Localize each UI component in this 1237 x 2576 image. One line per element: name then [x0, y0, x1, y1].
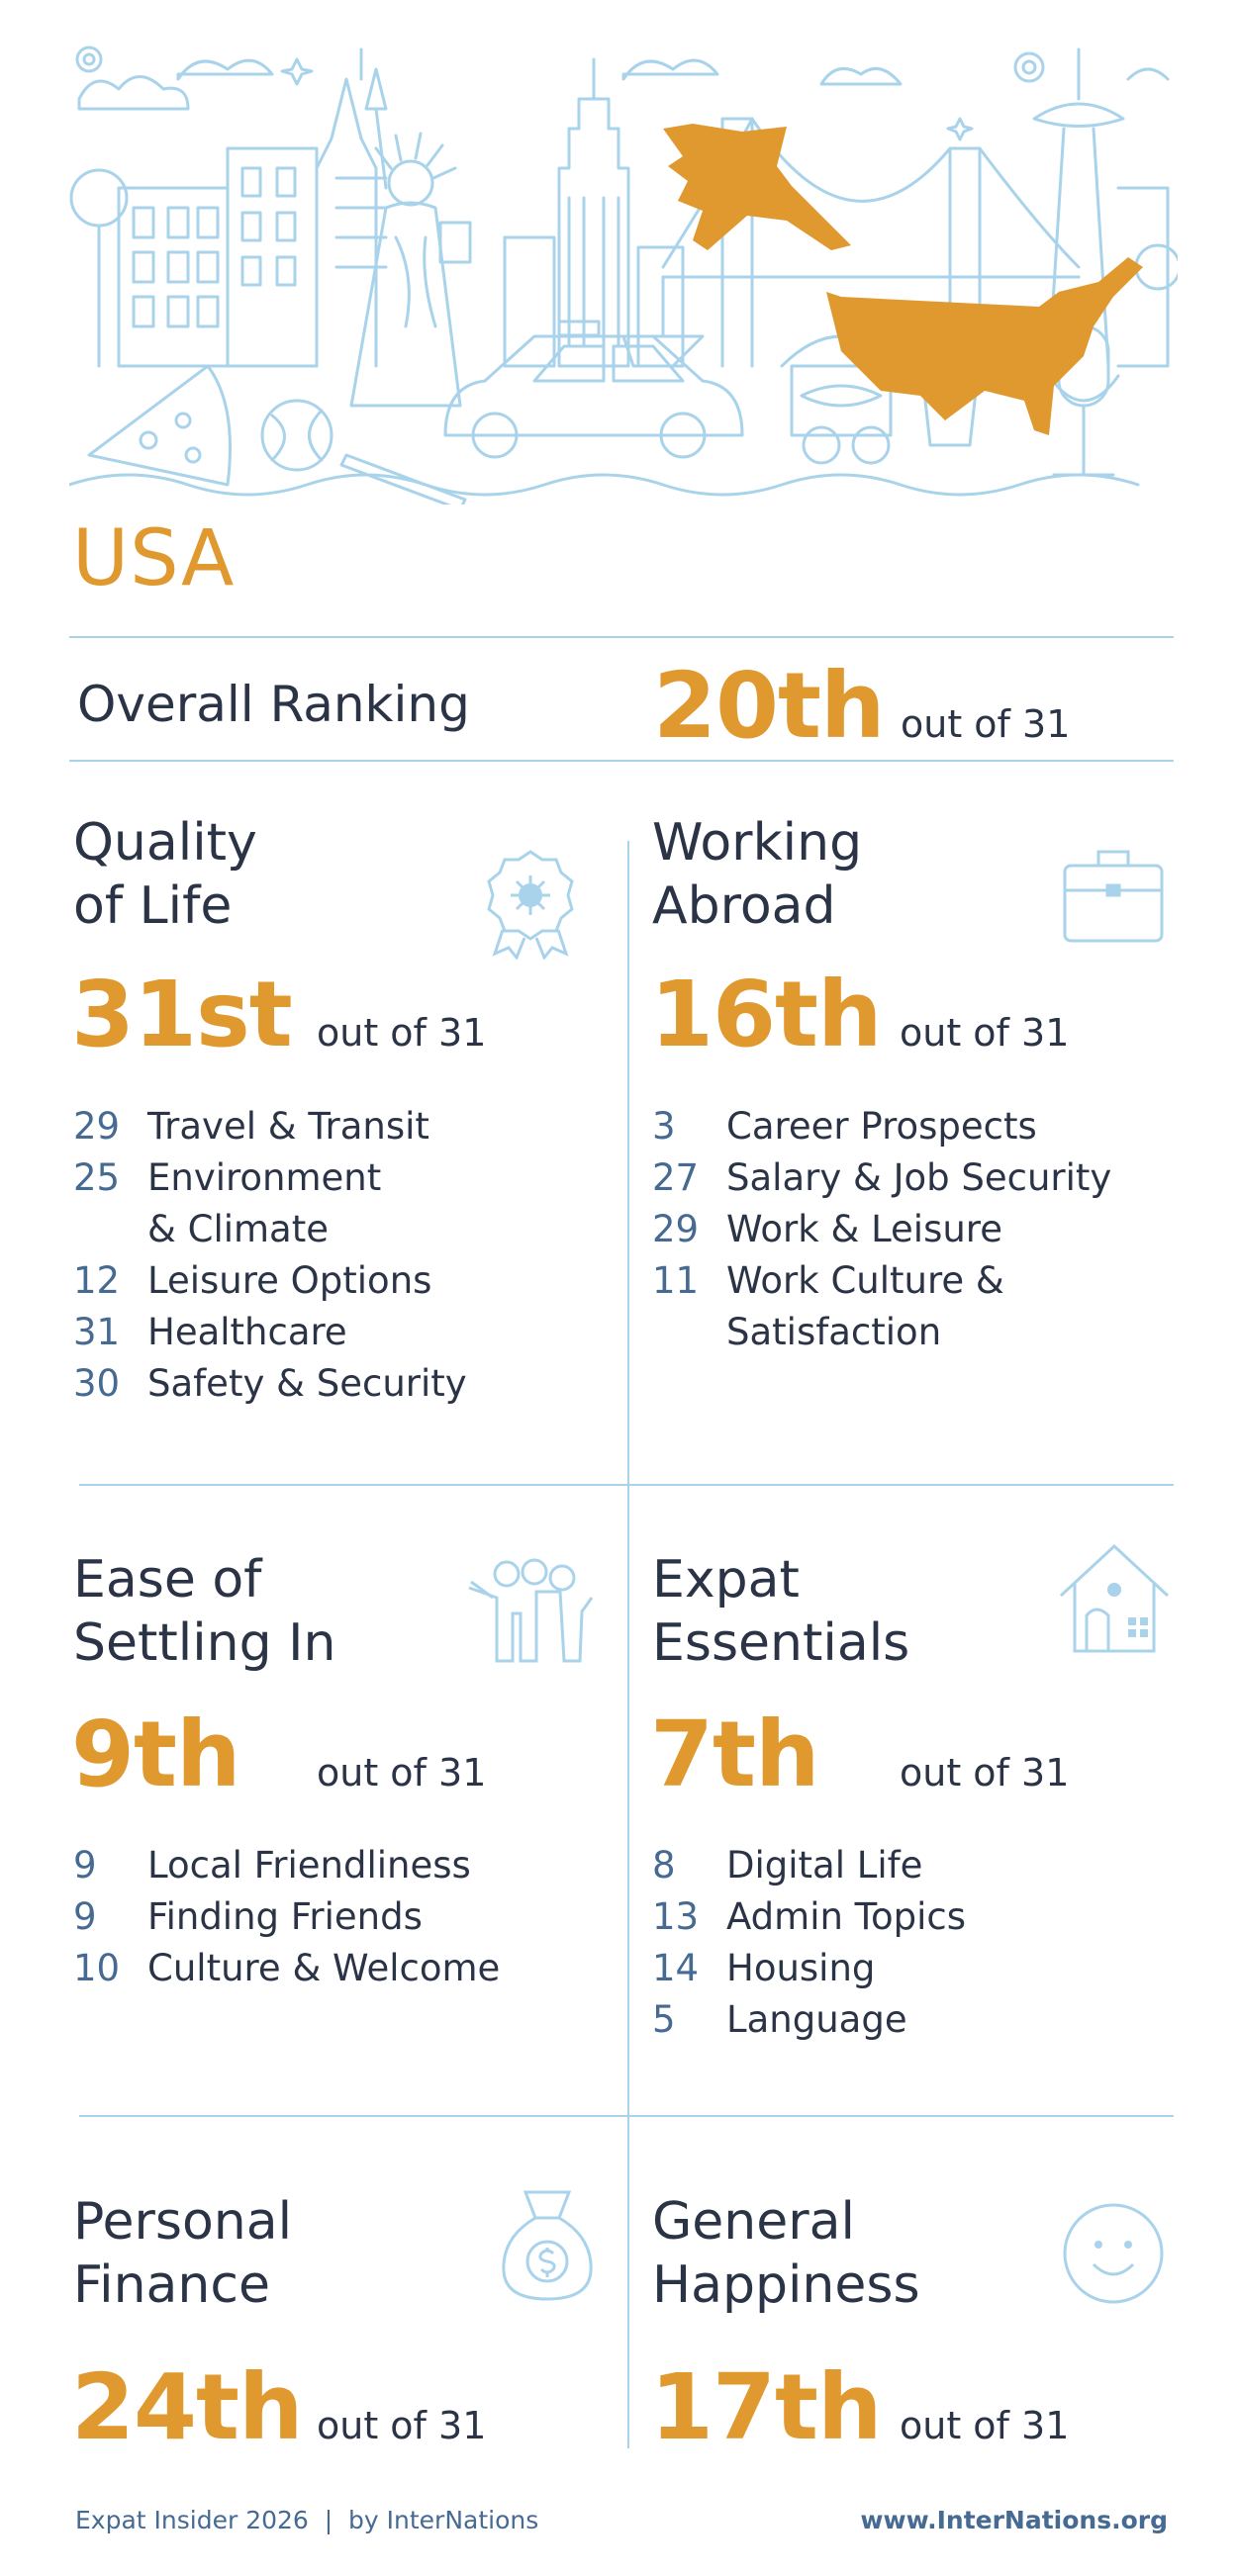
briefcase-icon — [1061, 846, 1166, 947]
quality-of-life-items — [73, 1101, 467, 1410]
expat-essentials-out-of: out of 31 — [900, 1751, 1070, 1794]
overall-ranking-value: 20th — [653, 653, 885, 759]
divider-row-2 — [79, 2115, 1174, 2117]
list-item: 10 Culture & Welcome — [73, 1947, 501, 1989]
usa-map-shape — [826, 257, 1143, 435]
general-happiness-title: General Happiness — [652, 2192, 920, 2315]
divider-row-1 — [79, 1484, 1174, 1486]
clouds-swirls-decoration — [77, 47, 1168, 139]
people-group-icon — [465, 1558, 596, 1669]
quality-of-life-title: Quality of Life — [73, 813, 257, 936]
quality-of-life-rank: 31st — [71, 962, 292, 1067]
ease-of-settling-in-rank: 9th — [71, 1702, 240, 1807]
list-item: 8 Digital Life — [652, 1844, 923, 1886]
list-item-continuation: Satisfaction — [726, 1311, 942, 1353]
personal-finance-out-of: out of 31 — [317, 2404, 487, 2447]
working-abroad-out-of: out of 31 — [900, 1011, 1070, 1055]
divider-overall — [69, 760, 1174, 762]
money-bag-icon — [500, 2186, 595, 2305]
footer-website-link[interactable]: www.InterNations.org — [860, 2506, 1168, 2534]
list-item: 9 Local Friendliness — [73, 1844, 471, 1886]
ease-of-settling-in-title: Ease of Settling In — [73, 1550, 336, 1673]
list-item: 13 Admin Topics — [652, 1895, 967, 1938]
ease-of-settling-in-out-of: out of 31 — [317, 1751, 487, 1794]
footer-source: Expat Insider 2026 | by InterNations — [75, 2506, 539, 2534]
list-item: 30 Safety & Security — [73, 1362, 467, 1405]
list-item: 12 Leisure Options — [73, 1259, 432, 1302]
personal-finance-rank: 24th — [71, 2354, 303, 2460]
list-item: 27 Salary & Job Security — [652, 1156, 1112, 1199]
divider-top — [69, 636, 1174, 638]
award-ribbon-icon — [481, 846, 580, 960]
smiley-icon — [1061, 2201, 1166, 2306]
general-happiness-out-of: out of 31 — [900, 2404, 1070, 2447]
list-item: 9 Finding Friends — [73, 1895, 423, 1938]
list-item: 29 Travel & Transit — [73, 1105, 429, 1148]
overall-ranking-label: Overall Ranking — [77, 676, 470, 733]
usa-landmarks-illustration — [69, 40, 1178, 505]
expat-essentials-title: Expat Essentials — [652, 1550, 910, 1673]
working-abroad-items — [652, 1101, 1111, 1358]
personal-finance-title: Personal Finance — [73, 2192, 293, 2315]
overall-ranking-out-of: out of 31 — [901, 702, 1071, 746]
townhouses-drawing — [71, 49, 386, 366]
pizza-baseball-drawing — [89, 366, 465, 505]
list-item: 14 Housing — [652, 1947, 876, 1989]
expat-essentials-items — [652, 1840, 966, 2046]
working-abroad-title: Working Abroad — [652, 813, 863, 936]
quality-of-life-out-of: out of 31 — [317, 1011, 487, 1055]
list-item: 29 Work & Leisure — [652, 1208, 1002, 1250]
working-abroad-rank: 16th — [650, 962, 882, 1067]
list-item: 5 Language — [652, 1998, 907, 2041]
ease-of-settling-in-items — [73, 1840, 500, 1994]
alaska-map-shape — [663, 124, 851, 250]
list-item: 11 Work Culture & — [652, 1259, 1004, 1302]
country-title: USA — [72, 514, 236, 603]
list-item-continuation: & Climate — [147, 1208, 329, 1250]
list-item: 31 Healthcare — [73, 1311, 347, 1353]
expat-essentials-rank: 7th — [650, 1702, 819, 1807]
general-happiness-rank: 17th — [650, 2354, 882, 2460]
house-icon — [1057, 1538, 1172, 1657]
list-item: 3 Career Prospects — [652, 1105, 1037, 1148]
list-item: 25 Environment — [73, 1156, 382, 1199]
center-divider — [627, 841, 629, 2448]
